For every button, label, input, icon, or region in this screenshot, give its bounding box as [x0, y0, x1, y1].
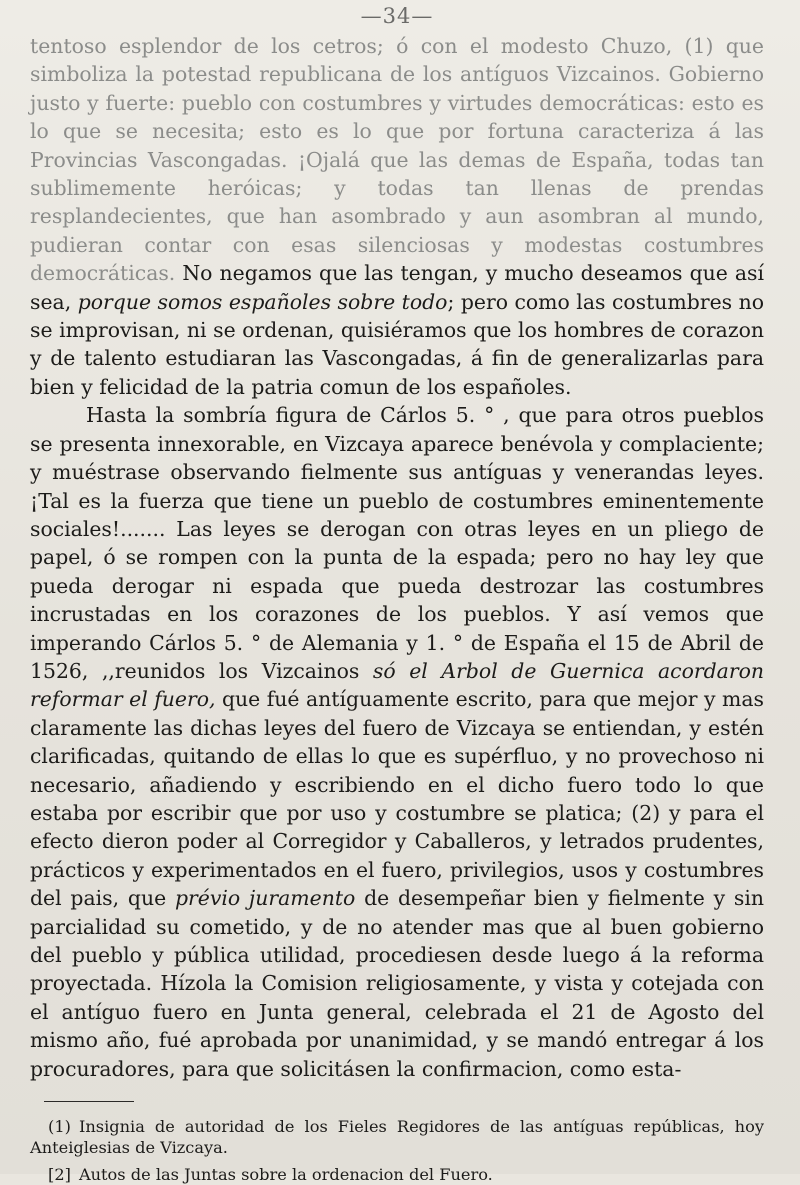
footnote-1-text: Insignia de autoridad de los Fieles Regidores de las antíguas repúblicas, hoy Anteiglesias de Vizcaya. — [30, 1117, 764, 1158]
footnote-2-text: Autos de las Juntas sobre la ordenacion del Fuero. — [78, 1165, 493, 1185]
paragraph-2-text-b: que fué antíguamente escrito, para que mejor y mas claramente las dichas leyes del fuero de Vizcaya se entiendan, y estén clarificadas, quitando de ellas lo que es supérfluo, y no provechoso ni necesario, añadiendo y escribiendo en el dicho fuero todo lo que estaba por escribir que por uso y costumbre se platica; (2) y para el efecto dieron poder al Corregidor y Caballeros, y letrados prudentes, prácticos y experimentados en el fuero, privilegios, usos y costumbres del pais, que — [30, 687, 764, 911]
page-number: —34— — [360, 4, 434, 28]
paragraph-1-text-a: No negamos que las tengan, y mucho deseamos que así sea, — [30, 261, 764, 314]
paragraph-2-text-c: de desempeñar bien y fielmente y sin parcialidad su cometido, y de no atender mas que al buen gobierno del pueblo y pública utilidad, procediesen desde luego á la reforma proyectada. Hízola la Comision religiosamente, y vista y cotejada con el antíguo fuero en Junta general, celebrada el 21 de Agosto del mismo año, fué aprobada por unanimidad, y se mandó entregar á los procuradores, para que solicitásen la confirmacion, como esta- — [30, 886, 765, 1081]
paragraph-1-text-b: ; pero como las costumbres no se improvisan, ni se ordenan, quisiéramos que los hombres de corazon y de talento estudiaran las Vascongadas, á fin de generalizarlas para bien y felicidad de la patria comun de los españoles. — [30, 289, 765, 399]
footnote-divider — [44, 1101, 134, 1102]
paragraph-2-text-a: Hasta la sombría figura de Cárlos 5. ° , que para otros pueblos se presenta innexorable, en Vizcaya aparece benévola y complaciente; y muéstrase observando fielmente sus antíguas y venerandas leyes. ¡Tal es la fuerza que tiene un pueblo de costumbres eminentemente sociales!....... Las leyes se derogan con otras leyes en un pliego de papel, ó se rompen con la punta de la espada; pero no hay ley que pueda derogar ni espada que pueda destrozar las costumbres incrustadas en los corazones de los pueblos. Y así vemos que imperando Cárlos 5. ° de Alemania y 1. ° de España el 15 de Abril de 1526, ,,reunidos los Vizcainos — [30, 403, 764, 683]
footnote-1-mark: (1) — [48, 1117, 71, 1137]
footnote-2-mark: [2] — [48, 1165, 71, 1185]
paragraph-1-italic: porque somos españoles sobre todo — [77, 289, 448, 314]
paragraph-1 — [30, 32, 764, 401]
paragraph-2-italic-2: prévio juramento — [174, 886, 356, 911]
paragraph-2-italic-1: só el Arbol de Guernica acordaron reformar el fuero, — [30, 658, 764, 712]
paragraph-1-faded-text: tentoso esplendor de los cetros; ó con el modesto Chuzo, (1) que simboliza la potestad republicana de los antíguos Vizcainos. Gobierno justo y fuerte: pueblo con costumbres y virtudes democráticas: esto es lo que se necesita; esto es lo que por fortuna caracteriza á las Provincias Vascongadas. ¡Ojalá que las demas de España, todas tan sublimemente heróicas; y todas tan llenas de prendas resplandecientes, que han asombrado y aun asombran al mundo, pudieran contar con esas silenciosas y modestas costumbres democráticas. — [30, 34, 764, 286]
footnotes — [30, 1116, 764, 1185]
footnote-1 — [30, 1116, 764, 1158]
main-text — [30, 32, 764, 1083]
footnote-2 — [30, 1164, 764, 1185]
paragraph-2 — [30, 401, 764, 1083]
